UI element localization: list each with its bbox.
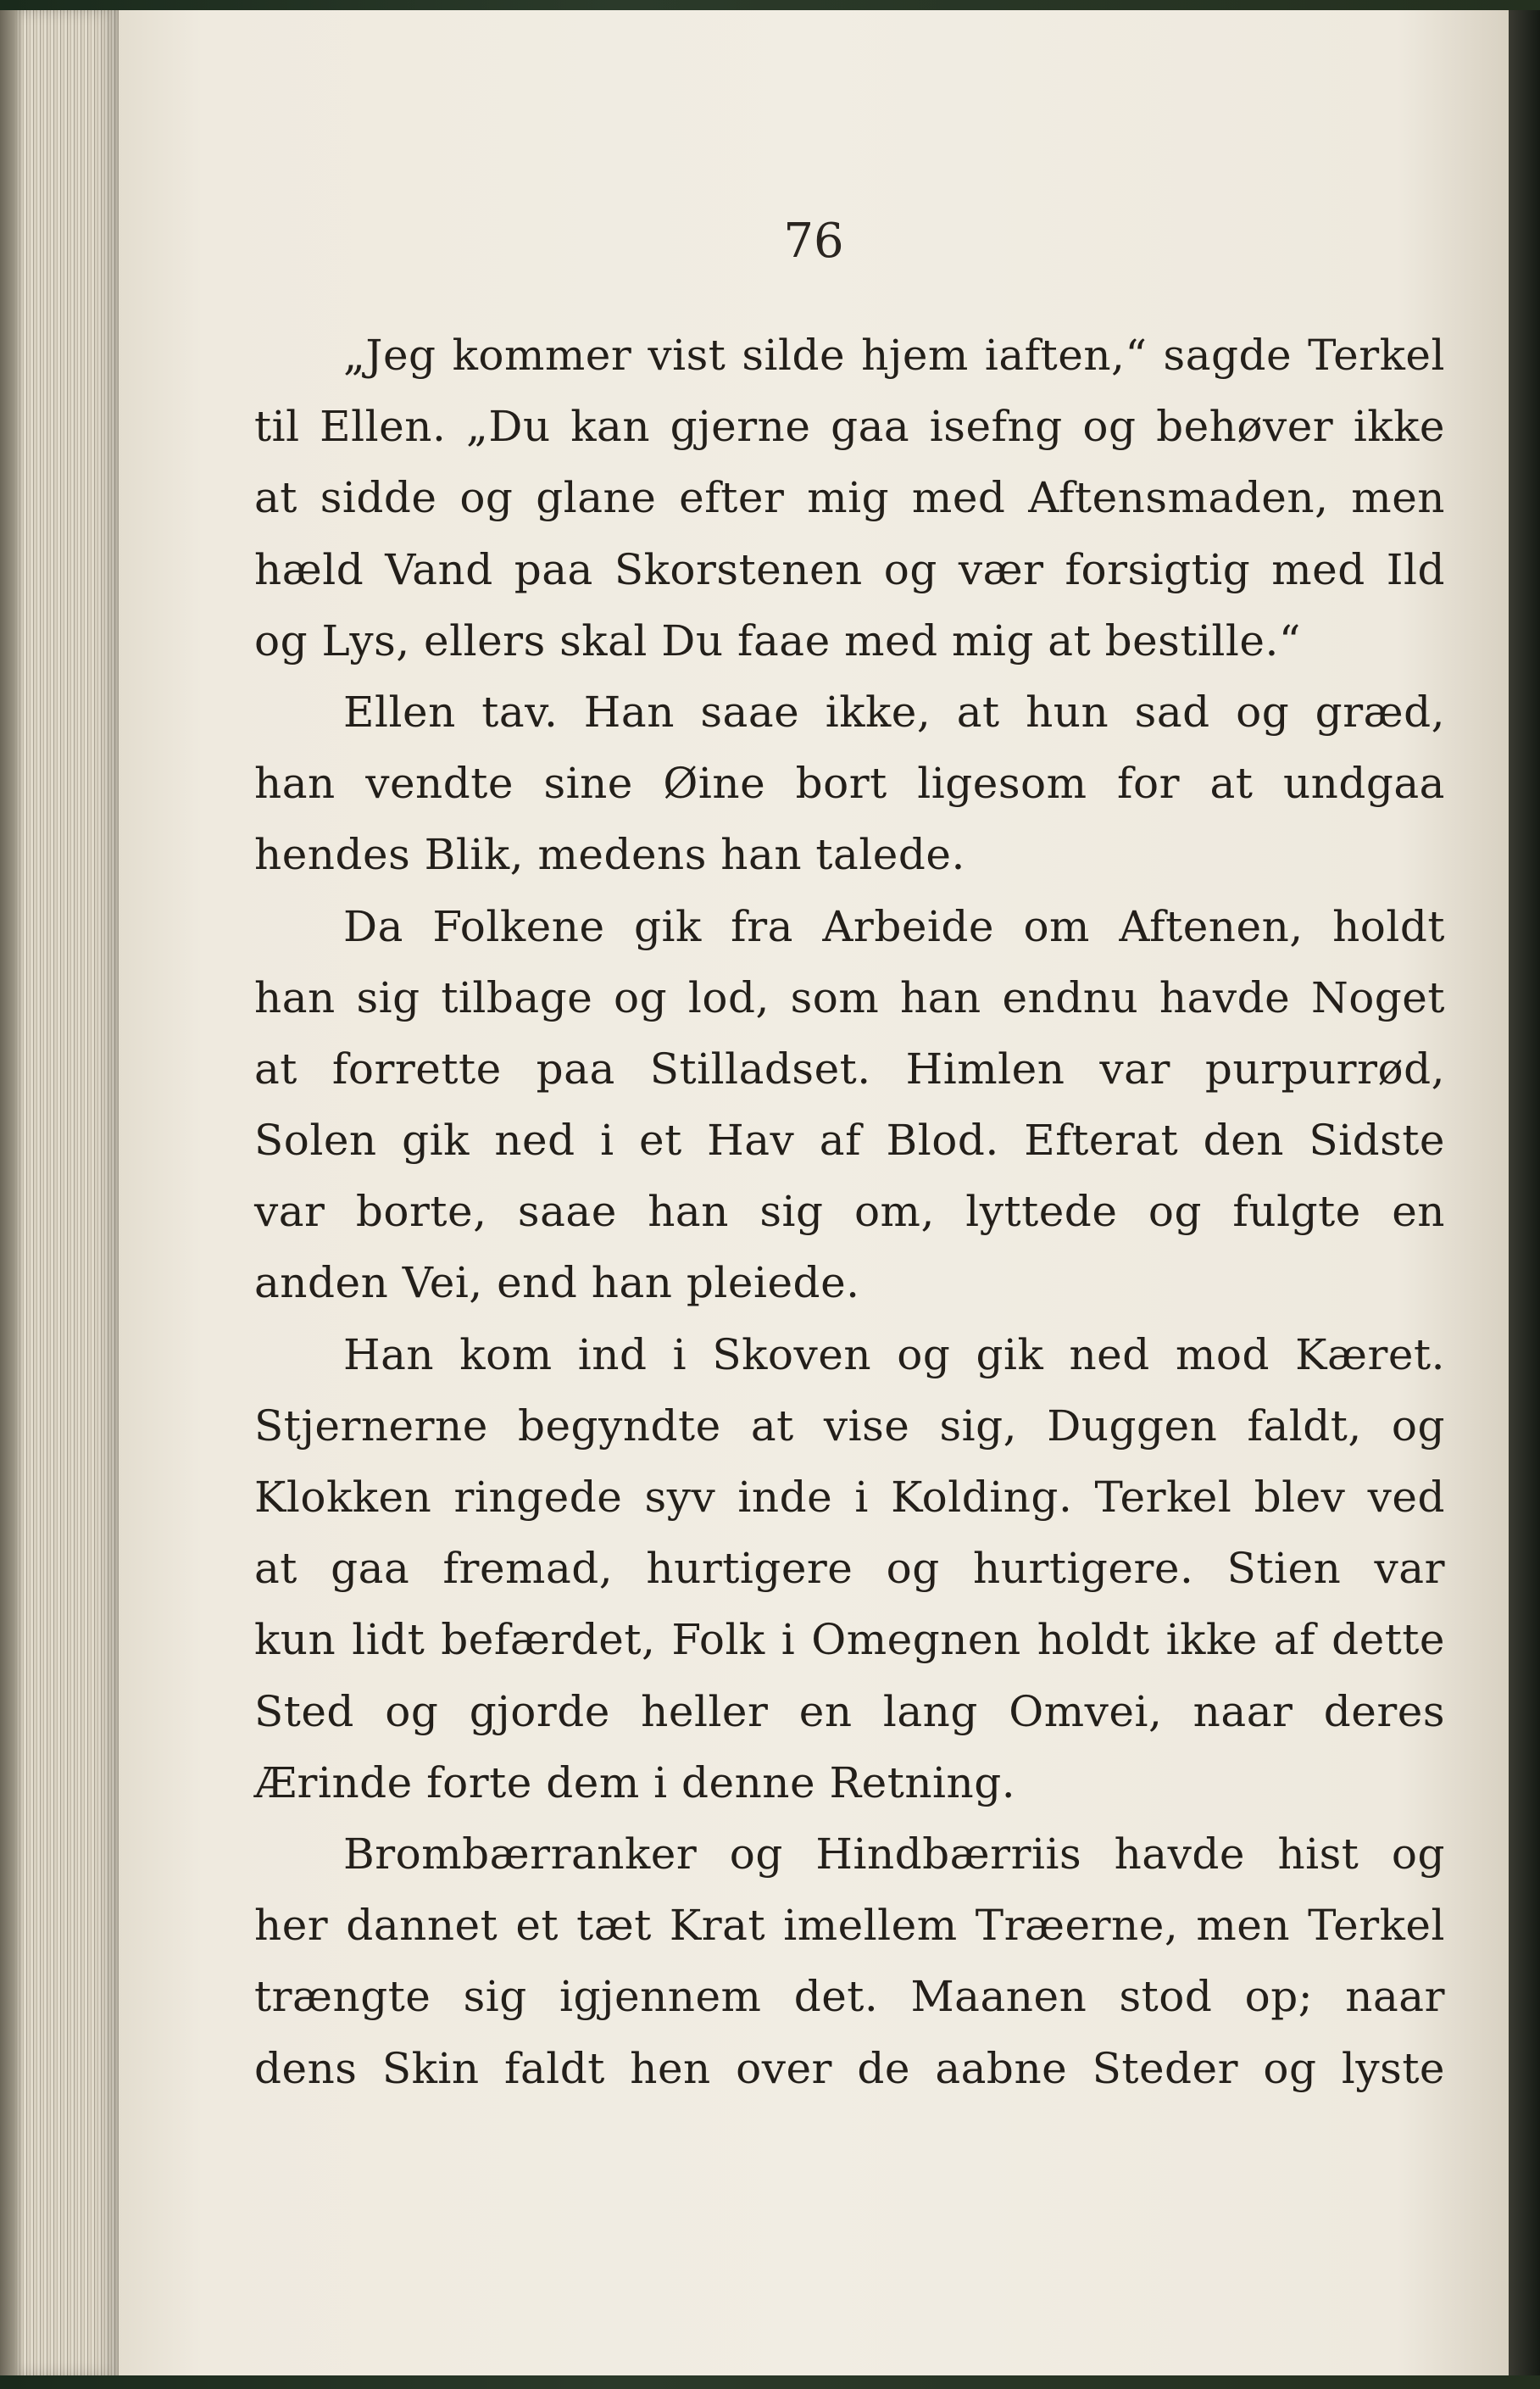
spine-shadow xyxy=(1509,10,1540,2375)
page-number: 76 xyxy=(783,214,844,269)
text-line: Ærinde forte dem i denne Retning. xyxy=(254,1757,1016,1807)
text-line: Da Folkene gik fra Arbeide om Aftenen, holdt xyxy=(343,901,1445,951)
text-line: Brombærranker og Hindbærriis havde hist og xyxy=(343,1829,1445,1879)
text-line: anden Vei, end han pleiede. xyxy=(254,1258,860,1308)
text-line: at sidde og glane efter mig med Aftensmaden, men xyxy=(254,473,1445,523)
text-line: til Ellen. „Du kan gjerne gaa isefng og behøver ikke xyxy=(254,402,1445,452)
text-line: Stjernerne begyndte at vise sig, Duggen faldt, og xyxy=(254,1401,1445,1451)
text-line: Solen gik ned i et Hav af Blod. Efterat den Sidste xyxy=(254,1116,1445,1166)
text-line: hendes Blik, medens han talede. xyxy=(254,830,965,880)
text-line: Klokken ringede syv inde i Kolding. Terkel blev ved xyxy=(254,1473,1445,1522)
text-line: trængte sig igjennem det. Maanen stod op; naar xyxy=(254,1972,1445,2022)
text-line: og Lys, ellers skal Du faae med mig at bestille.“ xyxy=(254,615,1301,665)
open-book xyxy=(0,10,1540,2375)
text-line: var borte, saae han sig om, lyttede og fulgte en xyxy=(254,1187,1445,1237)
text-line: Sted og gjorde heller en lang Omvei, naar deres xyxy=(254,1686,1445,1736)
text-line: han sig tilbage og lod, som han endnu havde Noget xyxy=(254,972,1445,1022)
body-text xyxy=(254,320,1445,2104)
text-line: Han kom ind i Skoven og gik ned mod Kæret. xyxy=(343,1329,1445,1379)
text-line: at forrette paa Stilladset. Himlen var purpurrød, xyxy=(254,1044,1445,1094)
text-line: han vendte sine Øine bort ligesom for at undgaa xyxy=(254,759,1445,809)
page-edges xyxy=(0,10,119,2375)
text-line: at gaa fremad, hurtigere og hurtigere. Stien var xyxy=(254,1544,1445,1594)
text-line: Ellen tav. Han saae ikke, at hun sad og græd, xyxy=(343,687,1445,737)
text-line: kun lidt befærdet, Folk i Omegnen holdt ikke af dette xyxy=(254,1615,1445,1665)
text-line: „Jeg kommer vist silde hjem iaften,“ sagde Terkel xyxy=(343,331,1445,380)
text-line: dens Skin faldt hen over de aabne Steder og lyste xyxy=(254,2043,1445,2093)
text-line: hæld Vand paa Skorstenen og vær forsigtig med Ild xyxy=(254,544,1445,594)
text-line: her dannet et tæt Krat imellem Træerne, men Terkel xyxy=(254,1901,1445,1951)
